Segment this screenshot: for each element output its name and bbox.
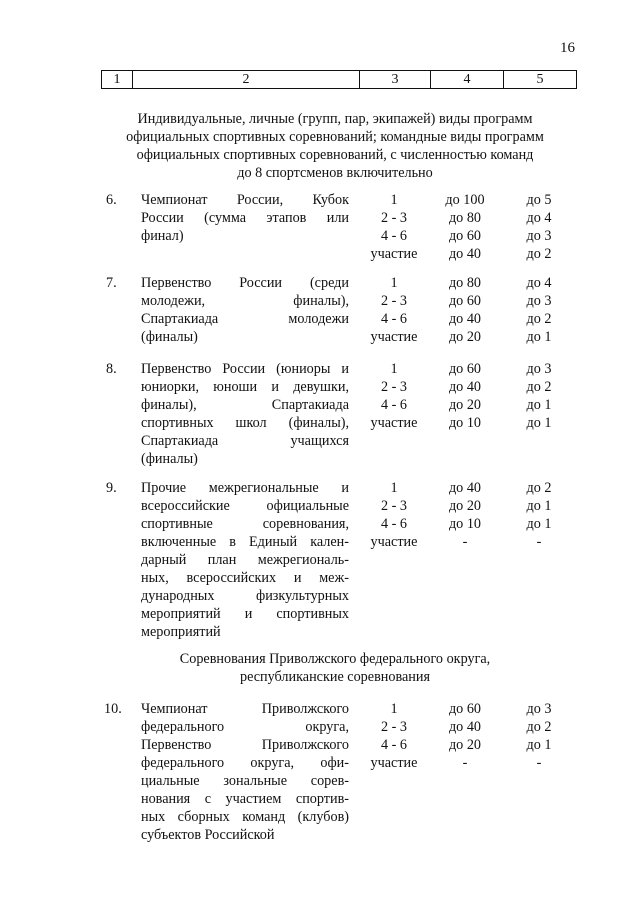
column-header-5: 5 — [504, 71, 577, 89]
column-header-1: 1 — [102, 71, 133, 89]
place-value: 2 - 3 — [380, 210, 407, 226]
col4-value: - — [462, 534, 468, 550]
col5-value: до 2 — [526, 719, 552, 735]
name-line: Чемпионат Приволжского — [141, 701, 349, 717]
section-title — [100, 650, 570, 686]
name-line: Первенство России (юниоры и — [141, 361, 349, 377]
place-value: участие — [370, 246, 418, 262]
column-header-table — [101, 70, 577, 89]
col4-value: до 20 — [448, 329, 482, 345]
name-line: мероприятий — [141, 624, 221, 640]
col5-value: до 2 — [526, 311, 552, 327]
name-line: субъектов Российской — [141, 827, 275, 843]
name-line: юниорки, юноши и девушки, — [141, 379, 349, 395]
column-header-2: 2 — [133, 71, 360, 89]
place-value: 2 - 3 — [380, 719, 407, 735]
place-value: участие — [370, 755, 418, 771]
col4-value: до 60 — [448, 293, 482, 309]
name-line: Спартакиада молодежи — [141, 311, 349, 327]
place-value: 4 - 6 — [380, 737, 407, 753]
name-line: спортивные соревнования, — [141, 516, 349, 532]
places-column — [362, 274, 426, 346]
name-line: федерального округа, — [141, 719, 349, 735]
section-title-line: республиканские соревнования — [240, 669, 430, 685]
col4-value: - — [462, 755, 468, 771]
competition-name — [141, 700, 349, 844]
name-line: дународных физкультурных — [141, 588, 349, 604]
section-title-line: Индивидуальные, личные (групп, пар, экипажей) виды программ — [137, 111, 533, 127]
col4-value: до 40 — [448, 719, 482, 735]
row-number: 7. — [106, 275, 117, 291]
column-4-values — [433, 274, 497, 346]
col4-value: до 60 — [448, 361, 482, 377]
place-value: 4 - 6 — [380, 228, 407, 244]
place-value: 4 - 6 — [380, 311, 407, 327]
place-value: 1 — [390, 275, 398, 291]
col5-value: до 1 — [526, 397, 552, 413]
competition-name — [141, 360, 349, 468]
name-line: ных, всероссийских и меж- — [141, 570, 349, 586]
place-value: 4 - 6 — [380, 516, 407, 532]
name-line: всероссийские официальные — [141, 498, 349, 514]
name-line: нования с участием спортив- — [141, 791, 349, 807]
col4-value: до 80 — [448, 210, 482, 226]
places-column — [362, 360, 426, 432]
col5-value: до 1 — [526, 329, 552, 345]
name-line: федерального округа, офи- — [141, 755, 349, 771]
col4-value: до 40 — [448, 480, 482, 496]
name-line: финалы), Спартакиада — [141, 397, 349, 413]
col5-value: до 1 — [526, 737, 552, 753]
place-value: участие — [370, 534, 418, 550]
place-value: 1 — [390, 192, 398, 208]
competition-name — [141, 479, 349, 641]
col5-value: до 1 — [526, 415, 552, 431]
col5-value: до 3 — [526, 361, 552, 377]
name-line: России (сумма этапов или — [141, 210, 349, 226]
col4-value: до 10 — [448, 516, 482, 532]
place-value: 1 — [390, 701, 398, 717]
row-number: 6. — [106, 192, 117, 208]
col4-value: до 80 — [448, 275, 482, 291]
place-value: 1 — [390, 361, 398, 377]
name-line: мероприятий и спортивных — [141, 606, 349, 622]
place-value: 2 - 3 — [380, 498, 407, 514]
section-title — [100, 110, 570, 182]
col4-value: до 10 — [448, 415, 482, 431]
col5-value: до 2 — [526, 379, 552, 395]
col5-value: до 3 — [526, 701, 552, 717]
col4-value: до 40 — [448, 311, 482, 327]
col4-value: до 40 — [448, 246, 482, 262]
column-5-values — [507, 700, 571, 772]
places-column — [362, 479, 426, 551]
name-line: дарный план межрегиональ- — [141, 552, 349, 568]
name-line: спортивных школ (финалы), — [141, 415, 349, 431]
place-value: 4 - 6 — [380, 397, 407, 413]
name-line: финал) — [141, 228, 184, 244]
column-5-values — [507, 360, 571, 432]
name-line: Первенство Приволжского — [141, 737, 349, 753]
competition-name — [141, 191, 349, 245]
col4-value: до 20 — [448, 737, 482, 753]
column-4-values — [433, 700, 497, 772]
place-value: участие — [370, 329, 418, 345]
col4-value: до 20 — [448, 498, 482, 514]
col5-value: - — [536, 755, 542, 771]
col4-value: до 60 — [448, 228, 482, 244]
col5-value: до 4 — [526, 275, 552, 291]
col4-value: до 40 — [448, 379, 482, 395]
col5-value: до 5 — [526, 192, 552, 208]
col4-value: до 60 — [448, 701, 482, 717]
name-line: включенные в Единый кален- — [141, 534, 349, 550]
row-number: 10. — [104, 701, 122, 717]
col5-value: до 3 — [526, 228, 552, 244]
competition-name — [141, 274, 349, 346]
col4-value: до 100 — [445, 192, 485, 208]
name-line: (финалы) — [141, 451, 198, 467]
row-number: 8. — [106, 361, 117, 377]
column-5-values — [507, 479, 571, 551]
page-number: 16 — [560, 40, 575, 56]
column-header-3: 3 — [360, 71, 431, 89]
places-column — [362, 191, 426, 263]
name-line: циальные зональные сорев- — [141, 773, 349, 789]
col5-value: до 1 — [526, 498, 552, 514]
section-title-line: Соревнования Приволжского федерального округа, — [179, 651, 491, 667]
col5-value: до 4 — [526, 210, 552, 226]
name-line: Чемпионат России, Кубок — [141, 192, 349, 208]
section-title-line: официальных спортивных соревнований; командные виды программ — [126, 129, 544, 145]
place-value: 2 - 3 — [380, 293, 407, 309]
name-line: Спартакиада учащихся — [141, 433, 349, 449]
name-line: молодежи, финалы), — [141, 293, 349, 309]
row-number: 9. — [106, 480, 117, 496]
col4-value: до 20 — [448, 397, 482, 413]
places-column — [362, 700, 426, 772]
column-header-4: 4 — [431, 71, 504, 89]
col5-value: до 3 — [526, 293, 552, 309]
name-line: (финалы) — [141, 329, 198, 345]
col5-value: - — [536, 534, 542, 550]
place-value: 1 — [390, 480, 398, 496]
name-line: Прочие межрегиональные и — [141, 480, 349, 496]
section-title-line: официальных спортивных соревнований, с численностью команд — [136, 147, 534, 163]
column-5-values — [507, 274, 571, 346]
place-value: 2 - 3 — [380, 379, 407, 395]
name-line: ных сборных команд (клубов) — [141, 809, 349, 825]
column-4-values — [433, 479, 497, 551]
name-line: Первенство России (среди — [141, 275, 349, 291]
column-5-values — [507, 191, 571, 263]
place-value: участие — [370, 415, 418, 431]
column-4-values — [433, 360, 497, 432]
col5-value: до 1 — [526, 516, 552, 532]
column-4-values — [433, 191, 497, 263]
section-title-line: до 8 спортсменов включительно — [237, 165, 433, 181]
col5-value: до 2 — [526, 246, 552, 262]
col5-value: до 2 — [526, 480, 552, 496]
